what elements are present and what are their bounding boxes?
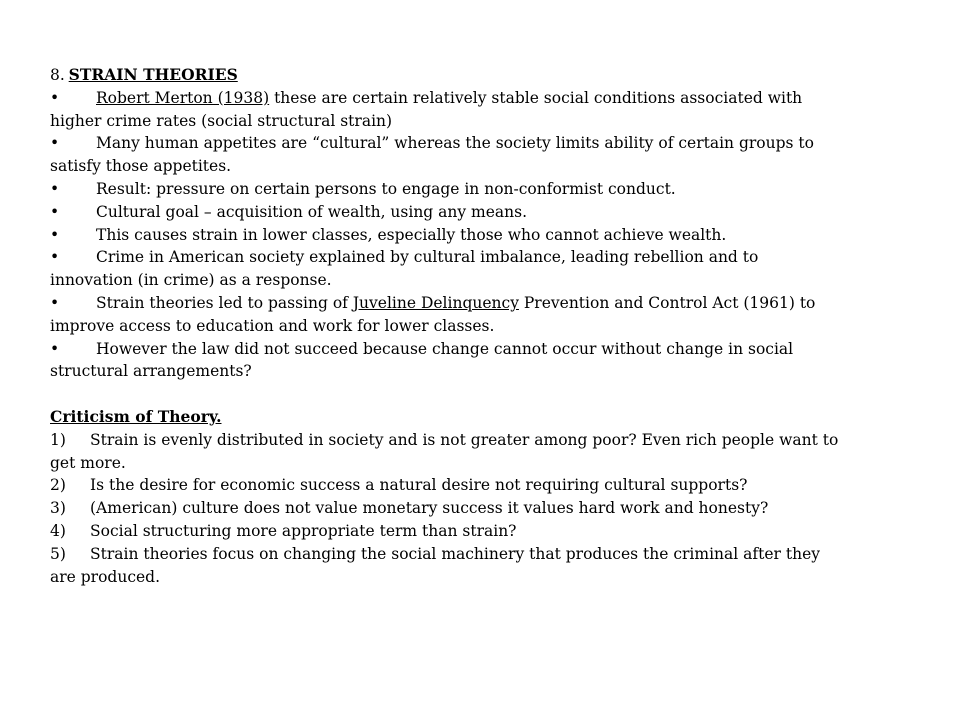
bullet-continuation: improve access to education and work for lower classes.: [50, 316, 495, 335]
bullet-text: Cultural goal – acquisition of wealth, using any means.: [96, 202, 528, 221]
bullet-icon: •: [50, 202, 60, 221]
criticism-item: [50, 474, 880, 497]
bullet-icon: •: [50, 293, 60, 312]
bullet-icon: •: [50, 88, 60, 107]
item-text: (American) culture does not value monetary success it values hard work and honesty?: [90, 499, 769, 518]
criticism-heading: Criticism of Theory.: [50, 406, 222, 426]
bullet-icon: •: [50, 339, 60, 358]
bullet-text: Strain theories led to passing of: [96, 293, 353, 312]
item-continuation: get more.: [50, 453, 126, 472]
item-number: 5): [50, 544, 66, 563]
item-text: Strain is evenly distributed in society and is not greater among poor? Even rich people want to: [90, 430, 839, 449]
bullet-item: [50, 292, 880, 315]
bullet-text: Crime in American society explained by cultural imbalance, leading rebellion and to: [96, 248, 759, 267]
bullet-item: [50, 87, 880, 110]
bullet-icon: •: [50, 179, 60, 198]
item-number: 2): [50, 476, 66, 495]
bullet-continuation: innovation (in crime) as a response.: [50, 271, 332, 290]
section-title: STRAIN THEORIES: [68, 65, 238, 84]
bullet-item: [50, 224, 880, 247]
criticism-item: [50, 497, 880, 520]
bullet-continuation: structural arrangements?: [50, 362, 252, 381]
act-name-underlined: Juveline Delinquency: [352, 293, 519, 312]
bullet-item: [50, 178, 880, 201]
bullet-lead-underlined: Robert Merton (1938): [96, 88, 270, 107]
bullet-icon: •: [50, 134, 60, 153]
bullet-item: [50, 201, 880, 224]
item-text: Social structuring more appropriate term than strain?: [90, 521, 517, 540]
bullet-item: [50, 338, 880, 361]
item-text: Strain theories focus on changing the social machinery that produces the criminal after they: [90, 544, 821, 563]
criticism-item: [50, 520, 880, 543]
item-number: 3): [50, 499, 66, 518]
spacer: [50, 383, 880, 406]
document-body: [50, 64, 880, 588]
section-heading: [50, 64, 880, 87]
bullet-item: [50, 246, 880, 269]
bullet-text: Result: pressure on certain persons to engage in non-conformist conduct.: [96, 179, 676, 198]
item-text: Is the desire for economic success a natural desire not requiring cultural supports?: [90, 476, 748, 495]
bullet-icon: •: [50, 248, 60, 267]
item-number: 4): [50, 521, 66, 540]
bullet-text: However the law did not succeed because change cannot occur without change in social: [96, 339, 794, 358]
item-continuation: are produced.: [50, 567, 161, 586]
bullet-continuation: higher crime rates (social structural strain): [50, 111, 393, 130]
bullet-continuation: satisfy those appetites.: [50, 157, 232, 176]
item-number: 1): [50, 430, 66, 449]
bullet-text: This causes strain in lower classes, especially those who cannot achieve wealth.: [96, 225, 727, 244]
criticism-item: [50, 543, 880, 566]
bullet-item: [50, 132, 880, 155]
bullet-text: these are certain relatively stable social conditions associated with: [269, 88, 803, 107]
bullet-icon: •: [50, 225, 60, 244]
bullet-text: Many human appetites are “cultural” whereas the society limits ability of certain groups to: [96, 134, 814, 153]
section-number: 8.: [50, 66, 65, 84]
bullet-text: Prevention and Control Act (1961) to: [518, 293, 816, 312]
criticism-item: [50, 429, 880, 452]
